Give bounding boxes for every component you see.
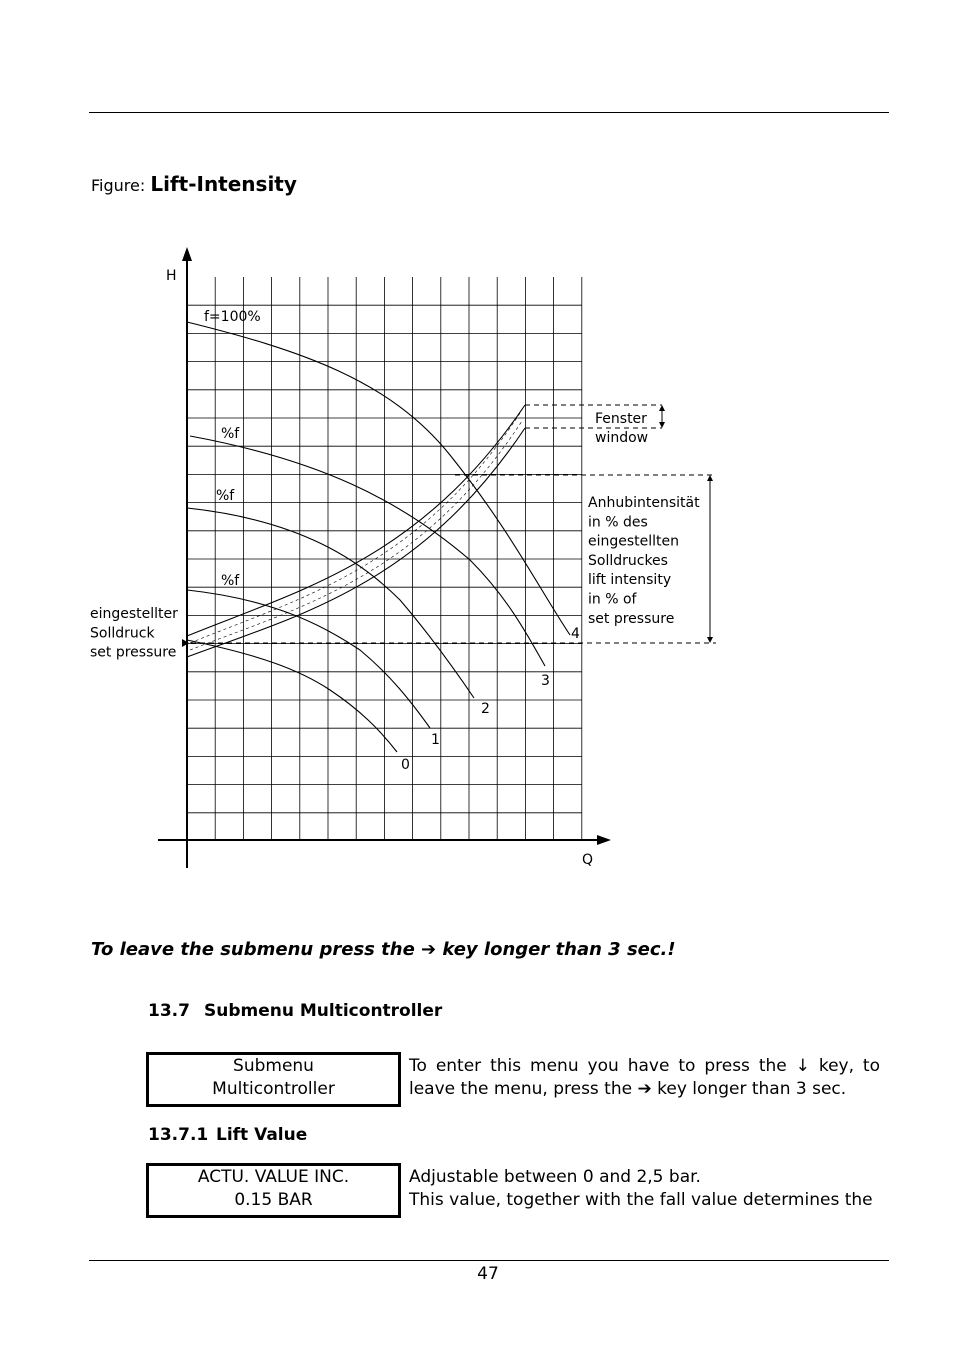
label-f100: f=100% xyxy=(204,309,261,325)
display-line: 0.15 BAR xyxy=(234,1190,313,1210)
label-window: window xyxy=(595,430,649,446)
section-title: Lift Value xyxy=(216,1125,308,1145)
submenu-exit-note: To leave the submenu press the ➔ key longer than 3 sec.! xyxy=(91,939,676,960)
y-axis-arrow xyxy=(182,247,192,261)
section-heading-13-7 xyxy=(148,1001,442,1021)
curve-label-2: 2 xyxy=(481,701,490,717)
description-line: This value, together with the fall value determines the xyxy=(409,1190,873,1210)
display-line: Multicontroller xyxy=(212,1079,335,1099)
submenu-description: To enter this menu you have to press the ↓ key, to leave the menu, press the ➔ key longer than 3 sec. xyxy=(409,1056,880,1099)
intensity-dim-arrow-top xyxy=(707,475,713,481)
lift-intensity-label-line: eingestellten xyxy=(588,533,680,550)
display-line: ACTU. VALUE INC. xyxy=(197,1167,350,1187)
curve-label-1: 1 xyxy=(431,732,440,748)
lift-intensity-label-line: in % of xyxy=(588,591,637,608)
label-fenster: Fenster xyxy=(595,411,647,427)
lift-intensity-label-line: Anhubintensität xyxy=(588,495,700,511)
curve-label-3: 3 xyxy=(541,673,550,689)
lift-value-description xyxy=(409,1166,880,1212)
display-line: Submenu xyxy=(233,1056,314,1076)
curve-label-0: 0 xyxy=(401,757,410,773)
label-pct-f-2: %f xyxy=(216,488,235,504)
intensity-dim-arrow-bottom xyxy=(707,637,713,643)
curve-0 xyxy=(187,640,397,752)
curve-label-4: 4 xyxy=(571,626,580,642)
figure-caption-label: Figure: xyxy=(91,176,146,195)
set-pressure-label-line: Solldruck xyxy=(90,625,155,642)
lift-intensity-label-line: lift intensity xyxy=(588,572,672,589)
window-dim-arrow-top xyxy=(659,405,665,411)
y-axis-label: H xyxy=(166,268,177,284)
figure-caption-title: Lift-Intensity xyxy=(150,172,297,196)
window-dim-arrow-bottom xyxy=(659,422,665,428)
curve-2 xyxy=(187,508,474,698)
lift-intensity-label-line: set pressure xyxy=(588,610,675,627)
section-heading-13-7-1 xyxy=(148,1125,307,1145)
label-pct-f-1: %f xyxy=(221,426,240,442)
set-pressure-label-line: eingestellter xyxy=(90,606,178,622)
display-lift-value xyxy=(146,1163,401,1218)
label-pct-f-3: %f xyxy=(221,573,240,589)
display-submenu-multicontroller xyxy=(146,1052,401,1107)
set-pressure-label xyxy=(90,606,178,661)
footer-rule xyxy=(89,1260,889,1261)
x-axis-arrow xyxy=(597,835,611,845)
page-number: 47 xyxy=(477,1264,499,1284)
x-axis-label: Q xyxy=(582,852,594,868)
lift-intensity-label xyxy=(588,495,700,627)
section-number: 13.7 xyxy=(148,1001,190,1021)
curve-4 xyxy=(187,322,570,635)
lift-intensity-label-line: in % des xyxy=(588,514,648,531)
section-number: 13.7.1 xyxy=(148,1125,209,1145)
description-line: Adjustable between 0 and 2,5 bar. xyxy=(409,1167,701,1187)
set-pressure-label-line: set pressure xyxy=(90,644,177,661)
section-title: Submenu Multicontroller xyxy=(204,1001,443,1021)
lift-intensity-label-line: Solldruckes xyxy=(588,552,668,569)
